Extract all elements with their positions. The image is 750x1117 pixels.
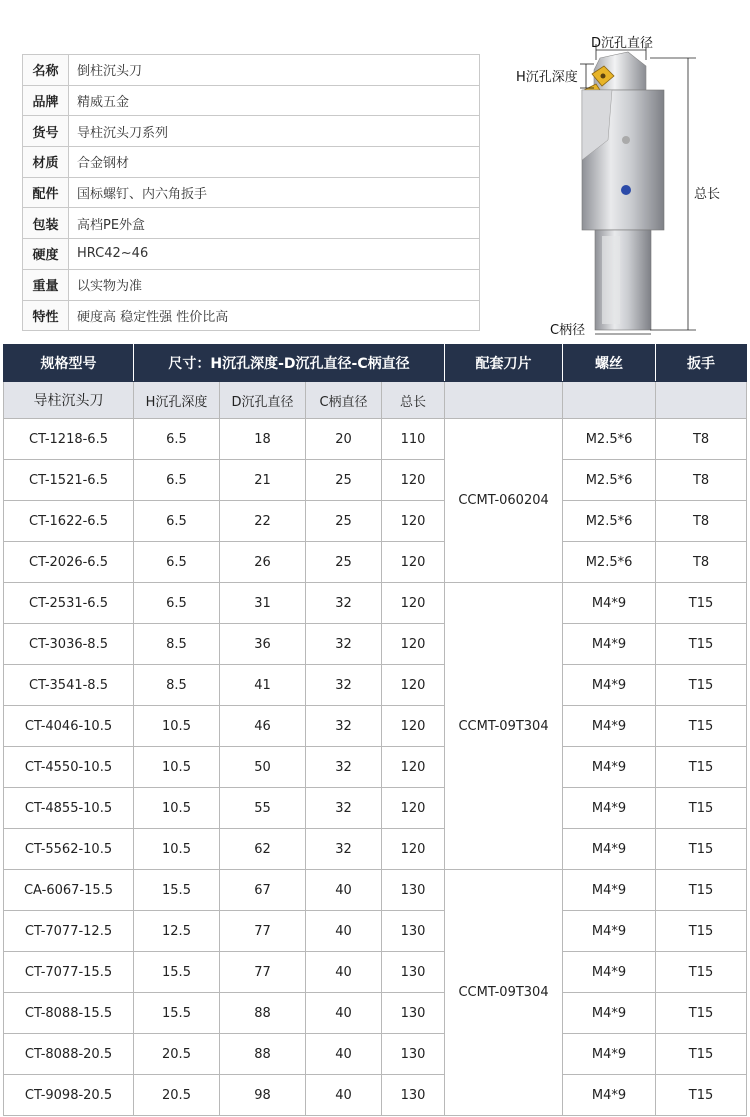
cell-c: 40 <box>306 952 382 993</box>
cell-total: 130 <box>382 1034 445 1075</box>
cell-total: 120 <box>382 542 445 583</box>
info-value: 高档PE外盒 <box>69 208 480 239</box>
header-size: 尺寸：H沉孔深度-D沉孔直径-C柄直径 <box>134 345 445 382</box>
cell-c: 25 <box>306 542 382 583</box>
cell-wrench: T15 <box>656 1075 747 1116</box>
cell-wrench: T15 <box>656 911 747 952</box>
cell-model: CT-4550-10.5 <box>4 747 134 788</box>
info-value: 硬度高 稳定性强 性价比高 <box>69 300 480 331</box>
cell-model: CT-4855-10.5 <box>4 788 134 829</box>
cell-screw: M4*9 <box>563 993 656 1034</box>
info-value: HRC42~46 <box>69 239 480 270</box>
cell-total: 130 <box>382 993 445 1034</box>
info-row <box>23 300 480 331</box>
cell-wrench: T15 <box>656 993 747 1034</box>
cell-wrench: T15 <box>656 829 747 870</box>
info-row <box>23 208 480 239</box>
cell-d: 67 <box>220 870 306 911</box>
cell-c: 32 <box>306 624 382 665</box>
info-key: 货号 <box>23 116 69 147</box>
cell-screw: M2.5*6 <box>563 419 656 460</box>
cell-screw: M4*9 <box>563 665 656 706</box>
info-row <box>23 147 480 178</box>
table-row <box>4 501 747 542</box>
table-row <box>4 460 747 501</box>
cell-h: 15.5 <box>134 870 220 911</box>
cell-h: 10.5 <box>134 829 220 870</box>
cell-h: 12.5 <box>134 911 220 952</box>
cell-screw: M4*9 <box>563 788 656 829</box>
table-row <box>4 1075 747 1116</box>
cell-wrench: T8 <box>656 501 747 542</box>
total-length-label: 总长 <box>694 187 721 202</box>
cell-d: 62 <box>220 829 306 870</box>
subheader-empty <box>563 382 656 419</box>
cell-d: 77 <box>220 911 306 952</box>
cell-total: 120 <box>382 829 445 870</box>
info-key: 名称 <box>23 55 69 86</box>
cell-d: 22 <box>220 501 306 542</box>
cell-insert: CCMT-09T304 <box>445 870 563 1116</box>
table-row <box>4 624 747 665</box>
cell-c: 40 <box>306 1034 382 1075</box>
cell-c: 40 <box>306 911 382 952</box>
cell-total: 120 <box>382 665 445 706</box>
info-value: 精威五金 <box>69 85 480 116</box>
table-row <box>4 1034 747 1075</box>
product-info-table <box>22 54 480 331</box>
cell-insert: CCMT-09T304 <box>445 583 563 870</box>
info-key: 重量 <box>23 269 69 300</box>
cell-d: 88 <box>220 993 306 1034</box>
cell-h: 10.5 <box>134 788 220 829</box>
cell-model: CT-4046-10.5 <box>4 706 134 747</box>
cell-c: 32 <box>306 829 382 870</box>
info-value: 国标螺钉、内六角扳手 <box>69 177 480 208</box>
cell-wrench: T8 <box>656 460 747 501</box>
cell-c: 32 <box>306 706 382 747</box>
cell-total: 120 <box>382 706 445 747</box>
cell-c: 40 <box>306 870 382 911</box>
cell-wrench: T15 <box>656 624 747 665</box>
cell-h: 15.5 <box>134 952 220 993</box>
table-row <box>4 788 747 829</box>
cell-d: 50 <box>220 747 306 788</box>
cell-c: 40 <box>306 1075 382 1116</box>
header-screw: 螺丝 <box>563 345 656 382</box>
cell-d: 36 <box>220 624 306 665</box>
cell-c: 25 <box>306 460 382 501</box>
h-depth-label: H沉孔深度 <box>516 70 578 85</box>
cell-wrench: T15 <box>656 870 747 911</box>
cell-d: 18 <box>220 419 306 460</box>
table-row <box>4 993 747 1034</box>
info-key: 硬度 <box>23 239 69 270</box>
cell-d: 77 <box>220 952 306 993</box>
cell-d: 41 <box>220 665 306 706</box>
cell-model: CT-7077-15.5 <box>4 952 134 993</box>
subheader-d: D沉孔直径 <box>220 382 306 419</box>
cell-screw: M2.5*6 <box>563 460 656 501</box>
cell-d: 88 <box>220 1034 306 1075</box>
cell-model: CT-8088-20.5 <box>4 1034 134 1075</box>
table-row <box>4 911 747 952</box>
table-row <box>4 583 747 624</box>
cell-h: 10.5 <box>134 706 220 747</box>
cell-screw: M2.5*6 <box>563 542 656 583</box>
cell-total: 120 <box>382 747 445 788</box>
cell-model: CT-1622-6.5 <box>4 501 134 542</box>
info-row <box>23 116 480 147</box>
cell-d: 31 <box>220 583 306 624</box>
cell-wrench: T15 <box>656 1034 747 1075</box>
cell-d: 55 <box>220 788 306 829</box>
table-row <box>4 665 747 706</box>
cell-total: 120 <box>382 788 445 829</box>
info-key: 包装 <box>23 208 69 239</box>
cell-c: 32 <box>306 583 382 624</box>
cell-total: 120 <box>382 460 445 501</box>
info-value: 以实物为准 <box>69 269 480 300</box>
cell-h: 6.5 <box>134 419 220 460</box>
header-model: 规格型号 <box>4 345 134 382</box>
cell-model: CT-5562-10.5 <box>4 829 134 870</box>
cell-screw: M4*9 <box>563 911 656 952</box>
cell-total: 130 <box>382 870 445 911</box>
cell-d: 21 <box>220 460 306 501</box>
cell-wrench: T15 <box>656 788 747 829</box>
table-row <box>4 747 747 788</box>
cell-model: CT-3036-8.5 <box>4 624 134 665</box>
cell-wrench: T15 <box>656 583 747 624</box>
cell-wrench: T15 <box>656 952 747 993</box>
cell-screw: M4*9 <box>563 1034 656 1075</box>
table-row <box>4 419 747 460</box>
cell-total: 130 <box>382 911 445 952</box>
cell-d: 26 <box>220 542 306 583</box>
info-key: 特性 <box>23 300 69 331</box>
cell-d: 46 <box>220 706 306 747</box>
info-value: 倒柱沉头刀 <box>69 55 480 86</box>
cell-h: 6.5 <box>134 583 220 624</box>
cell-wrench: T15 <box>656 706 747 747</box>
cell-total: 130 <box>382 952 445 993</box>
cell-h: 20.5 <box>134 1075 220 1116</box>
cell-screw: M4*9 <box>563 624 656 665</box>
table-row <box>4 829 747 870</box>
cell-total: 120 <box>382 583 445 624</box>
cell-screw: M4*9 <box>563 747 656 788</box>
cell-c: 20 <box>306 419 382 460</box>
cell-screw: M4*9 <box>563 1075 656 1116</box>
cell-screw: M4*9 <box>563 583 656 624</box>
cell-total: 110 <box>382 419 445 460</box>
brand-logo <box>621 185 631 195</box>
cell-total: 130 <box>382 1075 445 1116</box>
tool-diagram <box>500 30 750 345</box>
cell-h: 6.5 <box>134 542 220 583</box>
info-row <box>23 269 480 300</box>
cell-model: CT-1218-6.5 <box>4 419 134 460</box>
header-insert: 配套刀片 <box>445 345 563 382</box>
subheader-empty <box>445 382 563 419</box>
subheader-empty <box>656 382 747 419</box>
cell-c: 32 <box>306 665 382 706</box>
table-row <box>4 542 747 583</box>
subheader-name: 导柱沉头刀 <box>4 382 134 419</box>
info-row <box>23 55 480 86</box>
subheader-h: H沉孔深度 <box>134 382 220 419</box>
cell-model: CT-9098-20.5 <box>4 1075 134 1116</box>
cell-h: 8.5 <box>134 665 220 706</box>
info-key: 品牌 <box>23 85 69 116</box>
cell-screw: M4*9 <box>563 829 656 870</box>
cell-total: 120 <box>382 624 445 665</box>
info-key: 材质 <box>23 147 69 178</box>
table-row <box>4 706 747 747</box>
cell-wrench: T8 <box>656 419 747 460</box>
info-row <box>23 85 480 116</box>
d-diameter-label: D沉孔直径 <box>591 36 654 51</box>
info-row <box>23 177 480 208</box>
subheader-total: 总长 <box>382 382 445 419</box>
cell-screw: M4*9 <box>563 952 656 993</box>
cell-h: 15.5 <box>134 993 220 1034</box>
cell-c: 32 <box>306 788 382 829</box>
subheader-c: C柄直径 <box>306 382 382 419</box>
cell-model: CT-3541-8.5 <box>4 665 134 706</box>
cell-wrench: T15 <box>656 747 747 788</box>
info-key: 配件 <box>23 177 69 208</box>
cell-h: 20.5 <box>134 1034 220 1075</box>
header-wrench: 扳手 <box>656 345 747 382</box>
cell-model: CA-6067-15.5 <box>4 870 134 911</box>
cell-model: CT-8088-15.5 <box>4 993 134 1034</box>
info-row <box>23 239 480 270</box>
cell-screw: M4*9 <box>563 870 656 911</box>
cell-h: 10.5 <box>134 747 220 788</box>
info-value: 合金钢材 <box>69 147 480 178</box>
cell-model: CT-2531-6.5 <box>4 583 134 624</box>
cell-model: CT-2026-6.5 <box>4 542 134 583</box>
cell-screw: M2.5*6 <box>563 501 656 542</box>
spec-table <box>3 344 747 1116</box>
cell-model: CT-7077-12.5 <box>4 911 134 952</box>
cell-h: 6.5 <box>134 501 220 542</box>
cell-wrench: T8 <box>656 542 747 583</box>
cell-c: 40 <box>306 993 382 1034</box>
cell-wrench: T15 <box>656 665 747 706</box>
cell-h: 8.5 <box>134 624 220 665</box>
cell-c: 32 <box>306 747 382 788</box>
info-value: 导柱沉头刀系列 <box>69 116 480 147</box>
cell-d: 98 <box>220 1075 306 1116</box>
cell-insert: CCMT-060204 <box>445 419 563 583</box>
cell-total: 120 <box>382 501 445 542</box>
cell-h: 6.5 <box>134 460 220 501</box>
table-row <box>4 952 747 993</box>
cell-model: CT-1521-6.5 <box>4 460 134 501</box>
table-row <box>4 870 747 911</box>
c-shank-label: C柄径 <box>550 323 586 338</box>
cell-c: 25 <box>306 501 382 542</box>
cell-screw: M4*9 <box>563 706 656 747</box>
